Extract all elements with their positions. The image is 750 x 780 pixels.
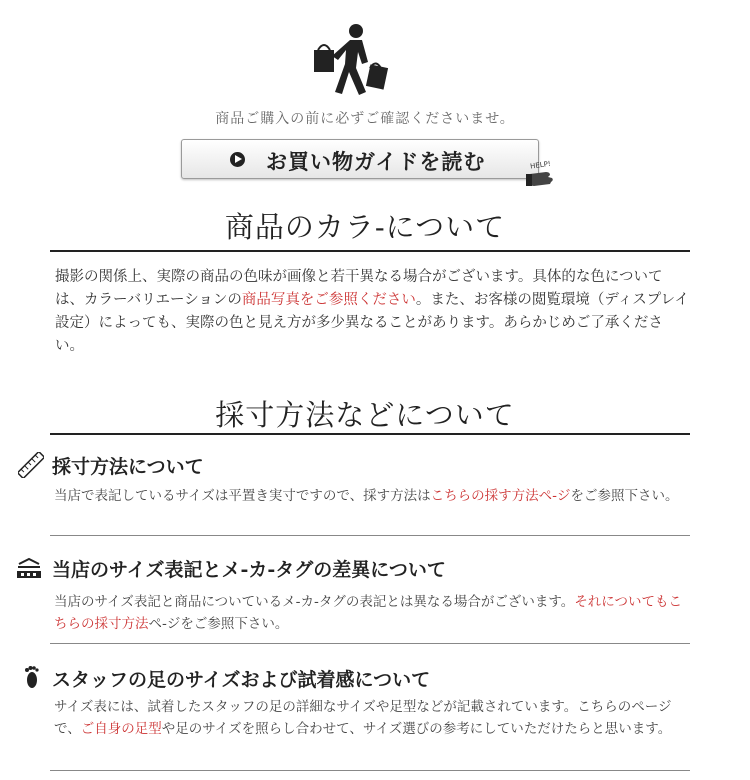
size-difference-title: 当店のサイズ表記とメ-カ-タグの差異について	[52, 559, 446, 581]
shopping-person-icon	[312, 22, 394, 98]
purchase-notice: 商品ご購入の前に必ずご確認くださいませ。	[215, 111, 515, 127]
help-text: HELP!	[529, 159, 552, 171]
measure-page-link[interactable]: こちらの採す方法ペ-ジ	[430, 488, 571, 504]
size-difference-text: 当店のサイズ表記と商品についているメ-カ-タグの表記とは異なる場合がございます。それについてもこちらの採寸方法ペ-ジをご参照下さい。	[54, 594, 683, 632]
measure-section-title: 採寸方法などについて	[215, 398, 515, 432]
shopping-guide-button[interactable]	[181, 139, 539, 179]
item-divider	[50, 535, 690, 536]
measure-method-title: 採寸方法について	[52, 456, 204, 478]
item-divider	[50, 770, 690, 771]
footprint-icon	[18, 664, 44, 690]
staff-fitting-title: スタッフの足のサイズおよび試着感について	[52, 669, 431, 691]
measure-method-text: 当店で表記しているサイズは平置き実寸ですので、採す方法はこちらの採す方法ペ-ジをご参照下さい。	[54, 488, 679, 504]
item-divider	[50, 643, 690, 644]
shopping-guide-label: お買い物ガイドを読む	[266, 149, 486, 174]
color-section-title: 商品のカラ-について	[224, 210, 506, 244]
staff-fitting-text: サイズ表には、試着したスタッフの足の詳細なサイズや足型などが記載されています。こちらのページで、ご自身の足型や足のサイズを照らし合わせて、サイズ選びの参考にしていただけたらと思います。	[54, 699, 672, 737]
color-section-text: 撮影の関係上、実際の商品の色味が画像と若干異なる場合がございます。具体的な色については、カラーバリエーションの商品写真をご参照ください。また、お客様の閲覧環境（ディスプレイ設定）によっても、実際の色と見え方が多少異なることがあります。あらかじめご了承ください。	[55, 269, 689, 354]
product-photo-link[interactable]: 商品写真をご参照ください	[241, 292, 416, 308]
measure-section-rule	[50, 433, 690, 435]
scale-icon	[16, 555, 42, 581]
color-section-rule	[50, 250, 690, 252]
measure-method-link[interactable]: それについてもこちらの採寸方法	[54, 594, 683, 632]
play-icon	[230, 152, 245, 167]
foot-shape-link[interactable]: ご自身の足型	[80, 721, 162, 737]
help-hand-icon[interactable]	[524, 158, 564, 192]
ruler-icon	[18, 452, 44, 478]
